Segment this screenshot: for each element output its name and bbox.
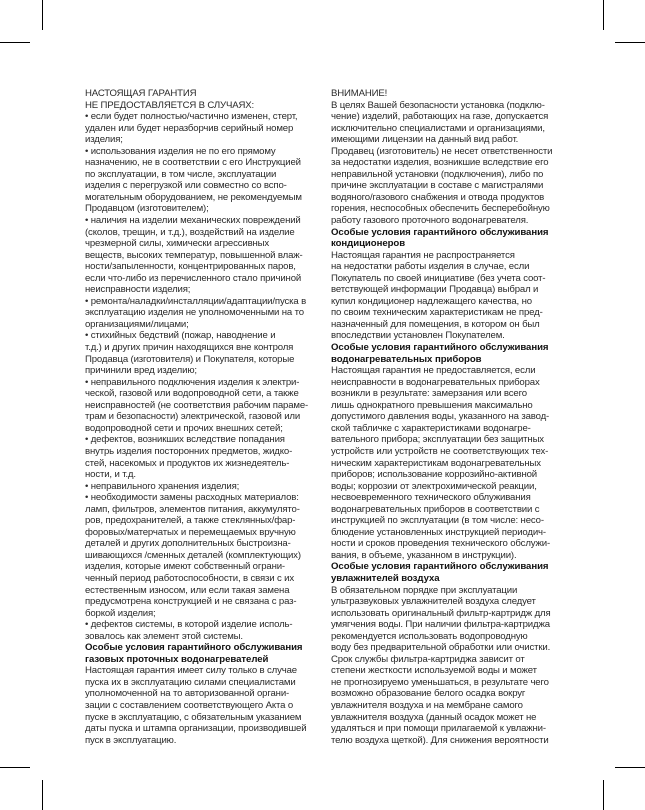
text-line: чрезмерной силы, химически агрессивных [85,238,270,250]
text-line: изделия; [85,134,123,146]
water-heaters-section-body [331,365,573,561]
text-line: т.д.) и других причин находящихся вне контроля [85,342,294,354]
gas-heaters-section-body [85,665,325,746]
text-line: удаляться и при помощи прилагаемой к увлажни- [331,723,546,735]
text-line: возможно образование белого осадка вокруг [331,688,526,700]
text-line: Особые условия гарантийного обслуживания [331,226,549,238]
text-line: неисправности изделия; [85,284,191,296]
right-column [331,88,573,746]
text-line: предусмотрена конструкцией и не связана с раз- [85,596,297,608]
text-line: • наличия на изделии механических повреждений [85,215,301,227]
text-line: естественным износом, или если такая замена [85,584,290,596]
crop-mark-top-right-horizontal [615,42,645,43]
text-line: Настоящая гарантия имеет силу только в случае [85,665,297,677]
text-line: работу газового проточного водонагревателя. [331,215,529,227]
text-line: степени жесткости используемой воды и может [331,665,537,677]
text-line: впоследствии установлен Покупателем. [331,330,505,342]
text-line: ламп, фильтров, элементов питания, аккумулято- [85,503,300,515]
text-line: • необходимости замены расходных материалов: [85,492,299,504]
text-line: стей, насекомых и продуктов их жизнедеятель- [85,457,290,469]
text-line: боркой изделия; [85,607,156,619]
text-line: ультразвуковых увлажнителей воздуха следует [331,596,536,608]
text-line: Продавца (изготовителя) и Покупателя, которые [85,353,295,365]
left-column [85,88,325,746]
text-line: Особые условия гарантийного обслуживания [331,561,549,573]
bullet-item [85,377,325,435]
text-line: зации с составлением соответствующего Акта о [85,699,294,711]
text-line: НАСТОЯЩАЯ ГАРАНТИЯ [85,88,197,99]
text-line: Покупатель по своей инициативе (без учета соот- [331,272,546,284]
text-line: пуске в эксплуатацию, с обязательным указанием [85,711,302,723]
text-line: ности, и т.д. [85,469,136,481]
text-line: пуск в эксплуатацию. [85,734,177,746]
bullet-item [85,215,325,296]
text-line: кондиционеров [331,238,406,250]
air-conditioners-section-body [331,250,573,342]
text-line: если что-либо из перечисленного стало причиной [85,272,302,284]
bullet-item [85,481,325,493]
text-line: купил кондиционер надлежащего качества, но [331,295,532,307]
text-line: уполномоченной на то авторизованной органи- [85,688,290,700]
text-line: пуска их в эксплуатацию силами специалистами [85,676,296,688]
text-line: возникли в результате: замерзания или всего [331,388,527,400]
text-line: блюдение установленных инструкцией периодич- [331,526,546,538]
text-line: внутрь изделия посторонних предметов, жидко- [85,445,293,457]
text-line: Срок службы фильтра-картриджа зависит от [331,653,525,665]
text-line: • ремонта/наладки/инсталляции/адаптации/пуска в [85,295,307,307]
text-line: увлажнителя воздуха (данный осадок может не [331,711,537,723]
text-line: ров, предохранителей, а также стеклянных/фар- [85,515,296,527]
warranty-exclusions-heading [85,88,325,111]
crop-mark-bottom-right-vertical [603,780,604,810]
text-line: деталей и других дополнительных быстроизна- [85,538,291,550]
crop-mark-top-left-vertical [42,0,43,30]
text-line: В обязательном порядке при эксплуатации [331,584,518,596]
crop-mark-top-left-horizontal [0,42,30,43]
text-line: увлажнителя воздуха и на мембране самого [331,699,523,711]
text-line: • если будет полностью/частично изменен, стерт, [85,111,298,123]
text-line: приборов; использование коррозийно-активной [331,469,538,481]
text-line: Особые условия гарантийного обслуживания [331,342,549,354]
text-line: неисправностей (не соответствия рабочим параме- [85,399,309,411]
text-line: по эксплуатации, в том числе, эксплуатации [85,168,277,180]
text-line: • неправильного подключения изделия к электри- [85,376,300,388]
text-line: по своим техническим характеристикам не пред- [331,307,543,319]
text-line: ческой, газовой или водопроводной сети, а также [85,388,299,400]
text-line: могательным оборудованием, не рекомендуемым [85,191,302,203]
text-line: не прогнозируемо уменьшаться, в результате чего [331,676,549,688]
text-line: • использования изделия не по его прямому [85,145,276,157]
bullet-item [85,111,325,146]
text-line: водонагревательных приборов [331,353,482,365]
crop-mark-top-right-vertical [603,0,604,30]
crop-mark-bottom-right-horizontal [615,767,645,768]
text-line: изделия, которые имеют собственный ограни- [85,561,285,573]
text-line: вания, в объеме, указанном в инструкции). [331,549,517,561]
humidifiers-section-title [331,561,573,584]
text-line: В целях Вашей безопасности установка (подклю- [331,99,545,111]
text-line: лишь однократного превышения максимально [331,399,533,411]
text-line: Продавец (изготовитель) не несет ответственности [331,145,553,157]
warning-title: ВНИМАНИЕ! [331,88,388,99]
text-line: организациями/лицами; [85,318,189,330]
humidifiers-section-body [331,585,573,747]
text-line: устройств или устройств не соответствующих тех- [331,445,549,457]
text-line: вательного прибора; эксплуатации без защитных [331,434,544,446]
text-line: водопроводной сети и прочих внешних сетей; [85,422,283,434]
text-line: ническим характеристикам водонагревательных [331,457,541,469]
text-line: использовать оригинальный фильтр-картридж для [331,607,551,619]
text-line: увлажнителей воздуха [331,572,440,584]
text-line: • стихийных бедствий (пожар, наводнение и [85,330,276,342]
text-line: веществ, высоких температур, повышенной влаж- [85,249,303,261]
text-line: несвоевременного технического облуживания [331,492,531,504]
text-line: имеющими лицензии на данный вид работ. [331,134,519,146]
text-line: форовых/матерчатых и перемещаемых вручную [85,526,296,538]
text-line: трам и безопасности) электрической, газовой или [85,411,301,423]
text-line: назначению, не в соответствии с его Инструкцией [85,157,301,169]
text-line: • дефектов системы, в которой изделие исполь- [85,619,293,631]
warning-body [331,100,573,227]
text-line: изделия с перегрузкой или совместно со вспо- [85,180,287,192]
text-line: чение) изделий, работающих на газе, допускается [331,111,549,123]
text-line: НЕ ПРЕДОСТАВЛЯЕТСЯ В СЛУЧАЯХ: [85,99,254,111]
bullet-item [85,330,325,376]
text-line: неправильной установки (подключения), либо по [331,168,544,180]
text-line: умягчения воды. При наличии фильтра-картриджа [331,619,550,631]
text-line: исключительно специалистами и организациями, [331,122,545,134]
text-line: горения, неспособных обеспечить бесперебойную [331,203,550,215]
text-line: газовых проточных водонагревателей [85,653,269,665]
crop-mark-bottom-left-horizontal [0,767,30,768]
text-line: неисправности в водонагревательных приборах [331,376,540,388]
text-line: ности и сроков проведения технического обслужи- [331,538,551,550]
text-line: Особые условия гарантийного обслуживания [85,642,303,654]
text-line: воды; коррозии от электрохимической реакции, [331,480,537,492]
text-line: зовалось как элемент этой системы. [85,630,243,642]
gas-heaters-section-title [85,642,325,665]
text-line: шивающихся /сменных деталей (комплектующих) [85,549,301,561]
text-line: даты пуска и штампа организации, производившей [85,723,307,735]
text-line: (сколов, трещин, и т.д.), воздействий на изделие [85,226,295,238]
water-heaters-section-title [331,342,573,365]
text-line: инструкцией по эксплуатации (в том числе: несо- [331,515,544,527]
bullet-item [85,434,325,480]
text-line: водяного/газового снабжения и отвода продуктов [331,191,545,203]
text-line: причине эксплуатации в составе с магистралями [331,180,544,192]
text-line: Настоящая гарантия не предоставляется, если [331,365,536,377]
warranty-exclusions-list [85,111,325,642]
air-conditioners-section-title [331,227,573,250]
text-line: допустимого давления воды, указанного на завод- [331,411,550,423]
text-line: Настоящая гарантия не распространяется [331,249,515,261]
text-line: удален или будет неразборчив серийный номер [85,122,294,134]
crop-mark-bottom-left-vertical [42,780,43,810]
text-line: водонагревательных приборов в соответствии с [331,503,540,515]
text-line: • неправильного хранения изделия; [85,480,240,492]
text-line: рекомендуется использовать водопроводную [331,630,528,642]
text-line: Продавцом (изготовителем); [85,203,209,215]
bullet-item [85,492,325,619]
bullet-item [85,619,325,642]
text-line: воду без предварительной обработки или очистки. [331,642,551,654]
text-line: причинили вред изделию; [85,365,197,377]
text-line: за недостатки изделия, возникшие вследствие его [331,157,549,169]
text-line: эксплуатацию изделия не уполномоченными на то [85,307,304,319]
bullet-item [85,296,325,331]
text-line: ской табличке с характеристиками водонагре- [331,422,531,434]
text-line: телю воздуха щеткой). Для снижения вероятности [331,734,549,746]
text-line: ченный период работоспособности, в связи с их [85,572,294,584]
text-line: назначенный для помещения, в котором он был [331,318,540,330]
text-line: • дефектов, возникших вследствие попадания [85,434,285,446]
text-line: ности/запыленности, концентрированных паров, [85,261,296,273]
bullet-item [85,146,325,215]
text-line: на недостатки работы изделия в случае, если [331,261,530,273]
text-line: ветствующей информации Продавца) выбрал и [331,284,539,296]
